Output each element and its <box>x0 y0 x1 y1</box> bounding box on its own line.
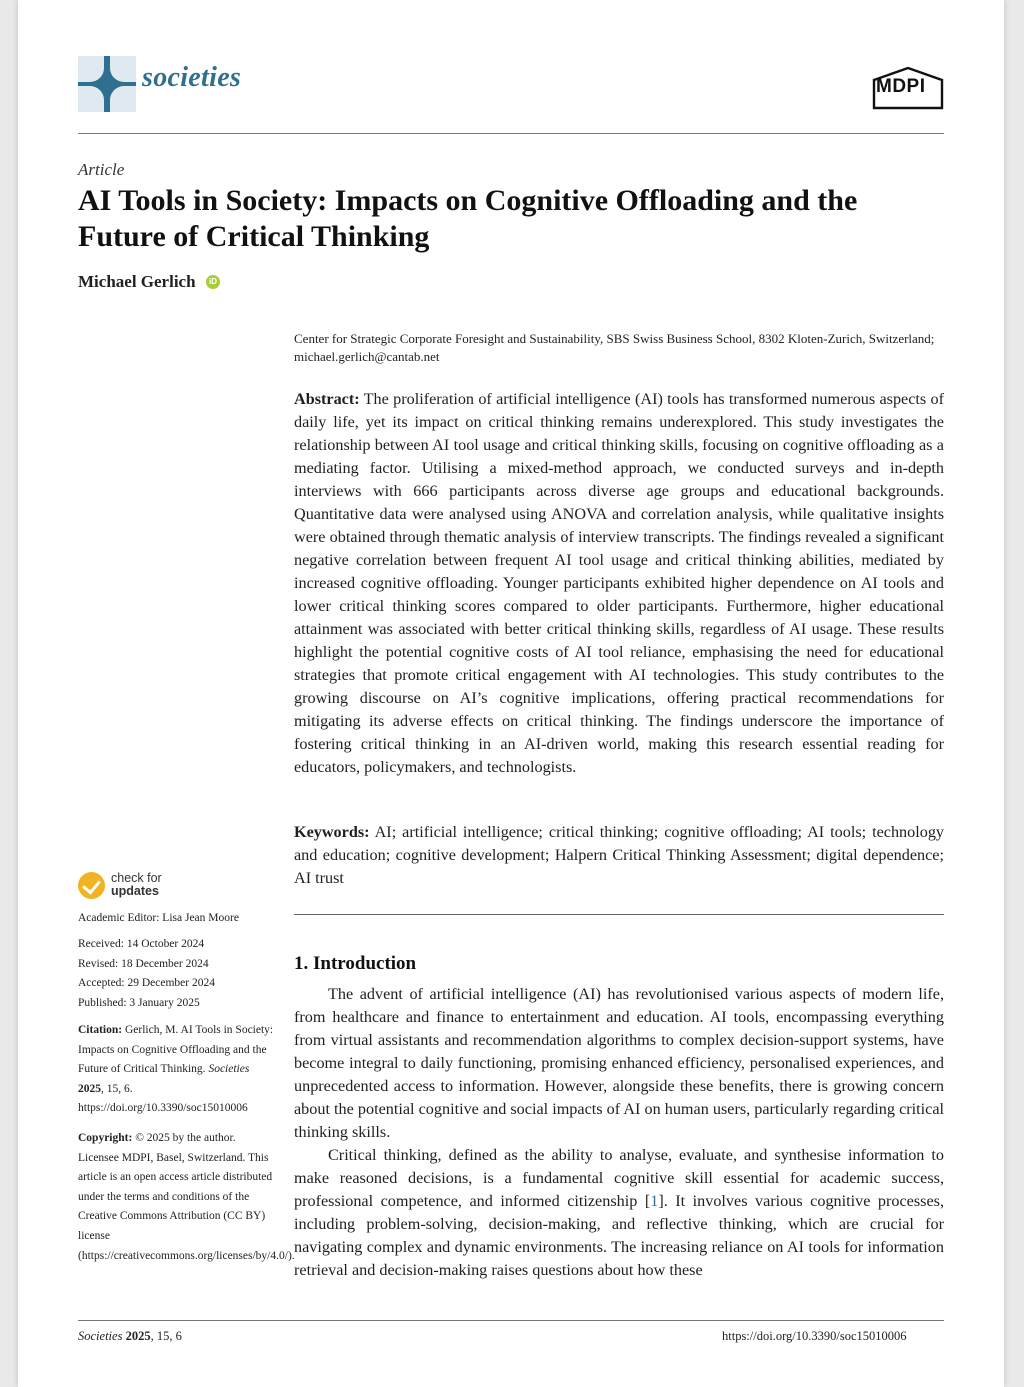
check-for-label: check for <box>111 871 162 885</box>
date-accepted: Accepted: 29 December 2024 <box>78 977 215 990</box>
footer-doi[interactable]: https://doi.org/10.3390/soc15010006 <box>722 1329 907 1343</box>
copyright-block <box>78 1129 295 1266</box>
paper-page <box>18 0 1004 1387</box>
copyright-label: Copyright: <box>78 1132 133 1144</box>
header-divider <box>78 133 944 134</box>
intro-p2-text-b: ]. It involves various cognitive processes, including problem-solving, decision-making, and reflective thinking, which are crucial for navigating complex and dynamic environments. The increasing reliance on AI tools for information retrieval and decision-making raises questions about how these <box>294 1192 944 1279</box>
abstract-text: The proliferation of artificial intelligence (AI) tools has transformed numerous aspects of daily life, yet its impact on critical thinking remains underexplored. This study investigates the relationship between AI tool usage and critical thinking skills, focusing on cognitive offloading as a mediating factor. Utilising a mixed-method approach, we conducted surveys and in-depth interviews with 666 participants across diverse age groups and educational backgrounds. Quantitative data were analysed using ANOVA and correlation analysis, while qualitative insights were obtained through thematic analysis of interview transcripts. The findings revealed a significant negative correlation between frequent AI tool usage and critical thinking abilities, mediated by increased cognitive offloading. Younger participants exhibited higher dependence on AI tools and lower critical thinking scores compared to older participants. Furthermore, higher educational attainment was associated with better critical thinking skills, regardless of AI usage. These results highlight the potential cognitive costs of AI tool reliance, emphasising the need for educational strategies that promote critical engagement with AI technologies. This study contributes to the growing discourse on AI’s cognitive implications, offering practical recommendations for mitigating its adverse effects on critical thinking. The findings underscore the importance of fostering critical thinking in an AI-driven world, making this research essential reading for educators, policymakers, and technologists. <box>294 390 944 776</box>
intro-p2-text-a: Critical thinking, defined as the ability to analyse, evaluate, and synthesise information to make reasoned decisions, is a fundamental cognitive skill essential for academic success, professional competence, and informed citizenship [ <box>294 1146 944 1210</box>
footer-volume: , 15, 6 <box>150 1329 182 1343</box>
intro-paragraph-2 <box>294 1144 944 1282</box>
date-revised: Revised: 18 December 2024 <box>78 957 209 970</box>
citation-text: Gerlich, M. AI Tools in Society: Impacts on Cognitive Offloading and the Future of Critical Thinking. <box>78 1024 274 1076</box>
footer-divider <box>78 1320 944 1321</box>
affiliation: Center for Strategic Corporate Foresight and Sustainability, SBS Swiss Business School, 8302 Kloten-Zurich, Switzerland; michael.gerlich@cantab.net <box>294 331 935 364</box>
footer-journal-name: Societies <box>78 1329 123 1343</box>
article-type: Article <box>78 160 125 179</box>
paper-title: AI Tools in Society: Impacts on Cognitive Offloading and the Future of Critical Thinking <box>78 184 858 253</box>
date-received: Received: 14 October 2024 <box>78 938 205 950</box>
keywords-text: AI; artificial intelligence; critical thinking; cognitive offloading; AI tools; technology and education; cognitive development; Halpern Critical Thinking Assessment; digital dependence; AI trust <box>294 823 945 887</box>
publisher-name: MDPI <box>876 76 926 97</box>
keywords-label: Keywords: <box>294 823 370 841</box>
checkmark-icon <box>78 872 105 899</box>
citation-label: Citation: <box>78 1024 123 1036</box>
journal-name: societies <box>142 62 242 93</box>
author-name: Michael Gerlich <box>78 272 196 291</box>
abstract <box>294 388 944 779</box>
introduction-body <box>294 983 944 1282</box>
academic-editor: Academic Editor: Lisa Jean Moore <box>78 912 239 924</box>
citation-journal: Societies <box>208 1063 250 1076</box>
citation-block <box>78 1021 278 1119</box>
journal-logo-icon <box>78 56 136 112</box>
publication-dates <box>78 935 278 1013</box>
citation-doi[interactable]: , 15, 6. https://doi.org/10.3390/soc15010006 <box>78 1082 248 1115</box>
date-published: Published: 3 January 2025 <box>78 996 200 1009</box>
intro-paragraph-1: The advent of artificial intelligence (AI) has revolutionised various aspects of modern life, from healthcare and finance to entertainment and education. AI tools, encompassing everything from virtual assistants and recommendation algorithms to complex decision-support systems, have become integral to daily functioning, promising enhanced efficiency, personalised experiences, and unprecedented access to information. However, alongside these benefits, there is growing concern about the potential cognitive and social impacts of AI on human users, particularly regarding critical thinking skills. <box>294 985 944 1141</box>
citation-link[interactable]: 1 <box>650 1192 659 1210</box>
updates-label: updates <box>111 884 159 898</box>
orcid-icon[interactable]: iD <box>206 275 220 289</box>
footer-journal <box>78 1329 182 1344</box>
abstract-divider <box>294 914 944 915</box>
footer-year: 2025 <box>125 1329 151 1343</box>
copyright-text: © 2025 by the author. Licensee MDPI, Basel, Switzerland. This article is an open access article distributed under the terms and conditions of the Creative Commons Attribution (CC BY) license (https://creativecommons.org/licenses/by/4.0/). <box>78 1132 295 1262</box>
check-for-updates-button[interactable] <box>78 870 238 902</box>
citation-year: 2025 <box>78 1082 101 1095</box>
abstract-label: Abstract: <box>294 390 360 408</box>
section-heading: 1. Introduction <box>294 953 417 974</box>
mdpi-logo <box>872 66 944 112</box>
keywords <box>294 821 944 890</box>
